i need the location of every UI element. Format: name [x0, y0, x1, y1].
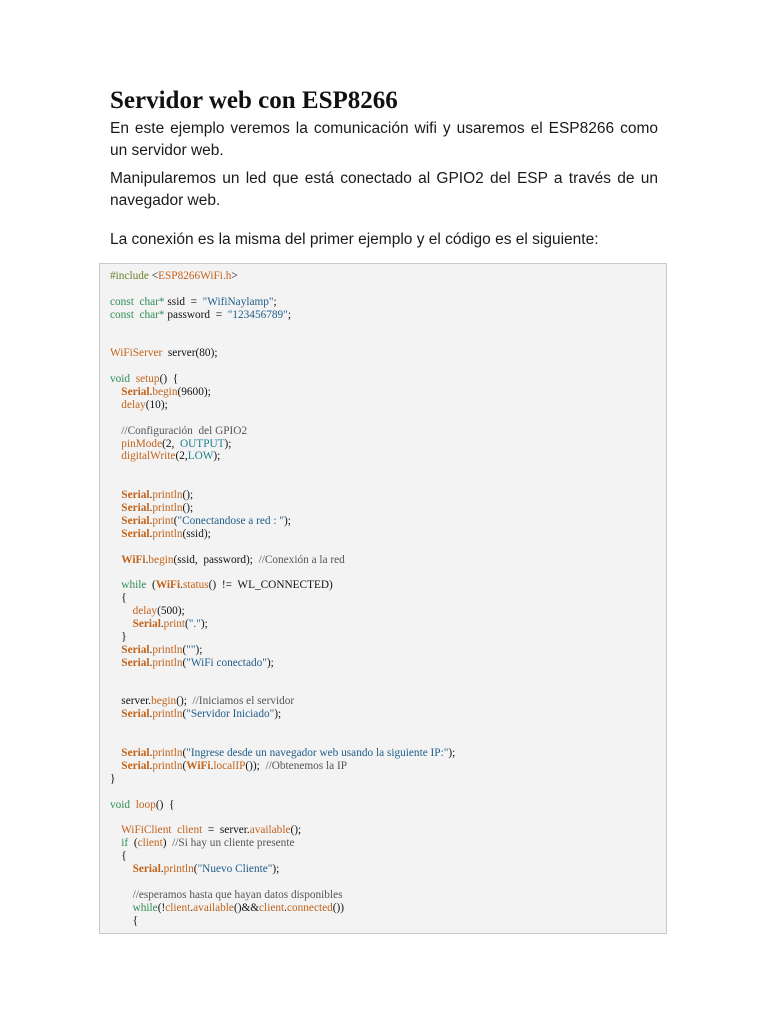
code-intro-paragraph: La conexión es la misma del primer ejemplo y el código es el siguiente: [110, 231, 599, 248]
code-line [110, 489, 455, 502]
code-token: begin [152, 386, 178, 399]
code-token: println [152, 643, 183, 656]
code-token: (2, [175, 450, 188, 463]
code-token [110, 579, 121, 591]
code-line [110, 760, 455, 773]
code-token: WiFi [186, 759, 211, 772]
code-token: const char* [110, 308, 168, 321]
code-token [110, 605, 133, 617]
code-line [110, 786, 455, 799]
code-token: const char* [110, 295, 168, 308]
code-line [110, 850, 455, 863]
code-token: (10); [145, 398, 168, 411]
code-line [110, 283, 455, 296]
code-line [110, 566, 455, 579]
code-token [110, 618, 133, 630]
code-token: . [149, 759, 153, 772]
code-line [110, 399, 455, 412]
code-token: ()) [332, 901, 345, 914]
code-token: (9600); [177, 386, 211, 399]
code-token: ( [182, 746, 187, 759]
code-token: . [160, 618, 164, 631]
code-token: print [163, 618, 186, 631]
code-token: ; [273, 295, 277, 308]
code-token: if [121, 837, 129, 850]
code-token: ) [162, 837, 173, 850]
code-line [110, 824, 455, 837]
code-token [110, 708, 121, 720]
code-token: . [149, 489, 153, 502]
code-line [110, 876, 455, 889]
code-token: ( [182, 759, 187, 772]
code-token [110, 554, 121, 566]
code-token: "WifiNaylamp" [202, 295, 274, 308]
code-token: (! [157, 901, 166, 914]
code-token: { [110, 850, 127, 863]
code-token: . [284, 901, 287, 914]
code-token: begin [151, 695, 177, 708]
code-token: println [152, 656, 183, 669]
led-paragraph: Manipularemos un led que está conectado al GPIO2 del ESP a través de un navegador web. [110, 170, 658, 209]
code-token: server. [110, 695, 152, 708]
code-token: Serial [121, 489, 150, 502]
code-line [110, 657, 455, 670]
code-token: ); [283, 514, 291, 527]
code-line [110, 412, 455, 425]
code-token [110, 747, 121, 759]
code-line [110, 541, 455, 554]
code-token: . [149, 502, 153, 515]
code-line [110, 502, 455, 515]
code-token: = server. [202, 824, 250, 837]
code-token: ); [200, 618, 208, 631]
code-line [110, 425, 455, 438]
code-token: localIP [213, 759, 246, 772]
code-token: digitalWrite [121, 450, 176, 463]
code-line [110, 554, 455, 567]
code-block [99, 263, 667, 934]
code-token: (2, [162, 437, 180, 450]
code-token: () { [159, 373, 179, 386]
code-token: ); [448, 746, 456, 759]
code-token: . [145, 553, 149, 566]
code-token: available [249, 824, 291, 837]
code-line [110, 915, 455, 928]
code-line [110, 386, 455, 399]
code-token: (); [176, 695, 193, 708]
code-token: ( [185, 618, 189, 631]
code-token: ( [173, 514, 178, 527]
code-line [110, 605, 455, 618]
code-token: delay [132, 605, 158, 618]
code-line [110, 296, 455, 309]
code-token: void [110, 798, 136, 811]
code-line [110, 592, 455, 605]
code-token [110, 837, 121, 849]
code-token: //Iniciamos el servidor [192, 695, 295, 708]
code-token: . [149, 514, 153, 527]
code-line [110, 670, 455, 683]
code-line [110, 799, 455, 812]
code-line [110, 811, 455, 824]
code-token [110, 657, 121, 669]
code-token: password = [167, 308, 228, 321]
intro-paragraph: En este ejemplo veremos la comunicación wifi y usaremos el ESP8266 como un servidor web. [110, 120, 658, 159]
code-token: "Nuevo Cliente" [197, 862, 273, 875]
code-token: LOW [187, 450, 214, 463]
code-line [110, 644, 455, 657]
code-token: delay [121, 398, 146, 411]
code-token: ( [182, 708, 187, 721]
code-token: println [152, 708, 183, 721]
code-token: . [149, 746, 153, 759]
code-token: ()&& [233, 901, 260, 914]
code-token: (ssid, password); [173, 553, 259, 566]
code-line [110, 334, 455, 347]
code-token: setup [135, 373, 160, 386]
code-token: server(80); [162, 347, 218, 360]
code-token [110, 515, 121, 527]
code-token: . [149, 708, 153, 721]
code-token: . [149, 386, 153, 399]
code-token: ( [128, 837, 138, 850]
code-token: Serial [121, 746, 150, 759]
code-token: pinMode [121, 437, 163, 450]
code-token: println [152, 527, 183, 540]
code-line [110, 773, 455, 786]
code-line [110, 373, 455, 386]
code-line [110, 579, 455, 592]
code-token: ); [274, 708, 282, 721]
code-token: client [177, 824, 203, 837]
code-token: (500); [157, 605, 185, 618]
code-token: ; [287, 308, 291, 321]
code-token: client [259, 901, 285, 914]
code-token: } [110, 630, 127, 643]
code-listing [110, 270, 455, 927]
code-line [110, 438, 455, 451]
code-token: (); [182, 502, 194, 515]
code-token [110, 438, 121, 450]
code-token: //Obtenemos la IP [265, 759, 348, 772]
code-token: Serial [121, 514, 150, 527]
code-token: Serial [121, 656, 150, 669]
code-token: //Configuración del GPIO2 [110, 424, 248, 437]
code-line [110, 837, 455, 850]
code-token: loop [135, 798, 156, 811]
code-token [110, 902, 133, 914]
code-token: println [152, 489, 183, 502]
code-token: Serial [132, 618, 161, 631]
code-token: . [149, 643, 153, 656]
code-token: Serial [121, 527, 150, 540]
code-token: "Servidor Iniciado" [186, 708, 275, 721]
code-token: > [231, 270, 238, 282]
code-line [110, 721, 455, 734]
code-token: ); [195, 643, 203, 656]
code-token: { [110, 914, 139, 927]
code-token: ); [272, 862, 280, 875]
code-token [110, 450, 121, 462]
code-line [110, 347, 455, 360]
page-title: Servidor web con ESP8266 [110, 87, 398, 114]
code-line [110, 708, 455, 721]
code-token: print [152, 514, 174, 527]
code-token: . [210, 759, 214, 772]
code-token: println [152, 759, 183, 772]
code-token: ); [266, 656, 274, 669]
code-token: WiFi [121, 553, 146, 566]
code-token: println [152, 502, 183, 515]
code-token [110, 399, 121, 411]
code-token: . [149, 656, 153, 669]
code-token: } [110, 772, 116, 785]
code-token: "Ingrese desde un navegador web usando la siguiente IP:" [186, 746, 449, 759]
code-token: ( [182, 656, 187, 669]
code-token: void [110, 373, 136, 386]
code-token: ssid = [167, 295, 203, 308]
code-token: (); [290, 824, 302, 837]
code-line [110, 322, 455, 335]
code-token: ESP8266WiFi.h [158, 270, 232, 282]
code-token: ()); [245, 759, 266, 772]
code-token: status [182, 579, 209, 592]
code-token: Serial [121, 708, 150, 721]
code-token: //esperamos hasta que hayan datos disponibles [110, 888, 343, 901]
code-token: . [160, 862, 164, 875]
code-line [110, 889, 455, 902]
code-token: Serial [121, 759, 150, 772]
code-line [110, 450, 455, 463]
code-token: < [151, 270, 159, 282]
code-token [110, 644, 121, 656]
document-body [110, 86, 658, 251]
code-line [110, 695, 455, 708]
code-token: . [180, 579, 183, 592]
code-line [110, 360, 455, 373]
code-token: ( [193, 862, 198, 875]
code-token: ); [224, 437, 232, 450]
code-token: available [193, 901, 234, 914]
code-token: connected [286, 901, 333, 914]
code-token [110, 386, 121, 398]
code-line [110, 476, 455, 489]
code-line [110, 463, 455, 476]
code-token: ( [182, 643, 187, 656]
code-token: WiFiServer [110, 347, 163, 360]
code-token [110, 502, 121, 514]
code-token: Serial [132, 862, 161, 875]
code-token: Serial [121, 502, 150, 515]
code-token: //Si hay un cliente presente [172, 837, 295, 850]
code-line [110, 631, 455, 644]
code-token: (ssid); [182, 527, 211, 540]
code-token: "123456789" [227, 308, 288, 321]
code-token: OUTPUT [179, 437, 225, 450]
code-token: ); [213, 450, 221, 463]
code-token: #include [110, 270, 152, 282]
code-token: () { [155, 798, 175, 811]
code-line [110, 528, 455, 541]
code-line [110, 515, 455, 528]
code-token [110, 489, 121, 501]
code-token: WiFiClient [121, 824, 172, 837]
code-line [110, 683, 455, 696]
code-token: "." [188, 618, 201, 631]
code-token: ( [146, 579, 156, 592]
code-token: (); [182, 489, 194, 502]
code-token: WiFi [155, 579, 181, 592]
code-token [110, 863, 133, 875]
code-token: Serial [121, 386, 150, 399]
code-token: client [165, 901, 191, 914]
code-token: client [137, 837, 163, 850]
code-line [110, 309, 455, 322]
code-token: () != WL_CONNECTED) [208, 579, 333, 592]
code-token: Serial [121, 643, 150, 656]
code-line [110, 863, 455, 876]
code-token [110, 528, 121, 540]
code-token: println [152, 746, 183, 759]
code-token: //Conexión a la red [258, 553, 345, 566]
code-token: "WiFi conectado" [186, 656, 267, 669]
code-line [110, 747, 455, 760]
code-token: . [149, 527, 153, 540]
code-token: "Conectandose a red : " [177, 514, 284, 527]
code-token: while [121, 579, 147, 592]
code-line [110, 902, 455, 915]
code-line [110, 270, 455, 283]
code-token: println [163, 862, 194, 875]
code-token: begin [148, 553, 174, 566]
code-line [110, 734, 455, 747]
code-token: . [190, 901, 194, 914]
code-token: { [110, 592, 127, 605]
code-token: "" [186, 643, 196, 656]
code-token [110, 824, 121, 836]
code-token: while [132, 901, 158, 914]
code-line [110, 618, 455, 631]
code-token [110, 760, 121, 772]
